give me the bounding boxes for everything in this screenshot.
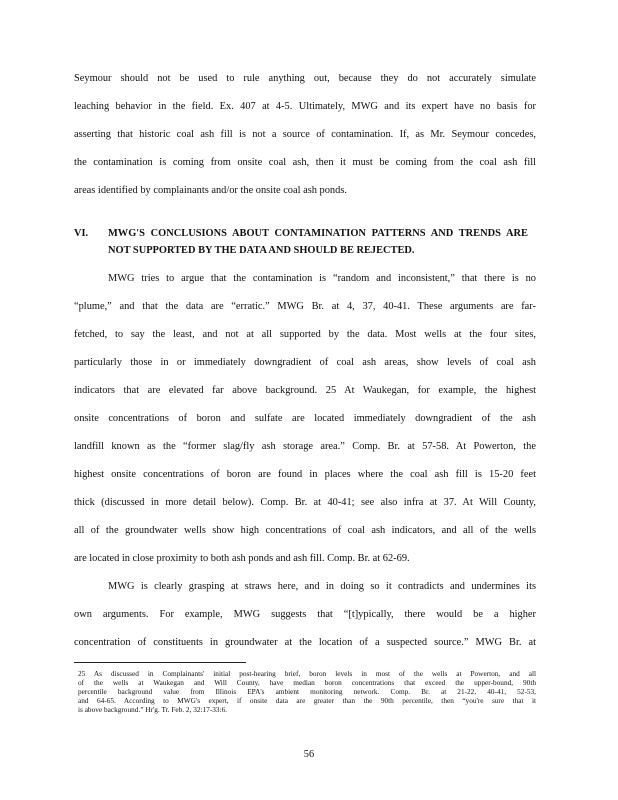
footnote-divider (74, 662, 246, 663)
section-heading-line: MWG'S CONCLUSIONS ABOUT CONTAMINATION PATTERNS AND TRENDS ARE (108, 228, 528, 239)
body-line: own arguments. For example, MWG suggests that “[t]ypically, there would be a higher (74, 609, 536, 620)
body-line: leaching behavior in the field. Ex. 407 at 4-5. Ultimately, MWG and its expert have no basis for (74, 101, 536, 112)
section-number: VI. (74, 228, 89, 239)
footnote-line: percentile background value from Illinois EPA's ambient monitoring network. Comp. Br. at 21-22, 40-41, 52-53, (78, 687, 536, 696)
body-line: MWG is clearly grasping at straws here, and in doing so it contradicts and undermines its (108, 581, 536, 592)
body-line: thick (discussed in more detail below). Comp. Br. at 40-41; see also infra at 37. At Will County, (74, 497, 536, 508)
page-number: 56 (303, 749, 315, 760)
body-line: asserting that historic coal ash fill is not a source of contamination. If, as Mr. Seymour concedes, (74, 129, 536, 140)
footnote-line: is above background.” Hr'g. Tr. Feb. 2, 32:17-33:6. (78, 705, 228, 714)
footnote-line: of the wells at Waukegan and Will County, have median boron concentrations that exceed the upper-bound, 90th (78, 678, 536, 687)
body-line: areas identified by complainants and/or the onsite coal ash ponds. (74, 185, 347, 196)
body-line: concentration of constituents in groundwater at the location of a suspected source.” MWG Br. at (74, 637, 536, 648)
body-line: onsite concentrations of boron and sulfate are located immediately downgradient of the ash (74, 413, 536, 424)
footnote-line: 25 As discussed in Complainants' initial post-hearing brief, boron levels in most of the wells at Powerton, and all (78, 669, 536, 678)
body-line: Seymour should not be used to rule anything out, because they do not accurately simulate (74, 73, 536, 84)
body-line: landfill known as the “former slag/fly ash storage area.” Comp. Br. at 57-58. At Powerton, the (74, 441, 536, 452)
body-line: particularly those in or immediately downgradient of coal ash areas, show levels of coal ash (74, 357, 536, 368)
body-line: “plume,” and that the data are “erratic.” MWG Br. at 4, 37, 40-41. These arguments are far- (74, 301, 536, 312)
body-line: are located in close proximity to both ash ponds and ash fill. Comp. Br. at 62-69. (74, 553, 410, 564)
body-line: the contamination is coming from onsite coal ash, then it must be coming from the coal ash fill (74, 157, 536, 168)
footnote-line: and 64-65. According to MWG's expert, if onsite data are greater than the 90th percentile, then “you're sure that it (78, 696, 536, 705)
body-line: indicators that are elevated far above background. 25 At Waukegan, for example, the highest (74, 385, 536, 396)
body-line: all of the groundwater wells show high concentrations of coal ash indicators, and all of the wells (74, 525, 536, 536)
body-line: MWG tries to argue that the contamination is “random and inconsistent,” that there is no (108, 273, 536, 284)
section-heading-line: NOT SUPPORTED BY THE DATA AND SHOULD BE REJECTED. (108, 245, 415, 256)
body-line: highest onsite concentrations of boron are found in places where the coal ash fill is 15-20 feet (74, 469, 536, 480)
body-line: fetched, to say the least, and not at all supported by the data. Most wells at the four sites, (74, 329, 536, 340)
